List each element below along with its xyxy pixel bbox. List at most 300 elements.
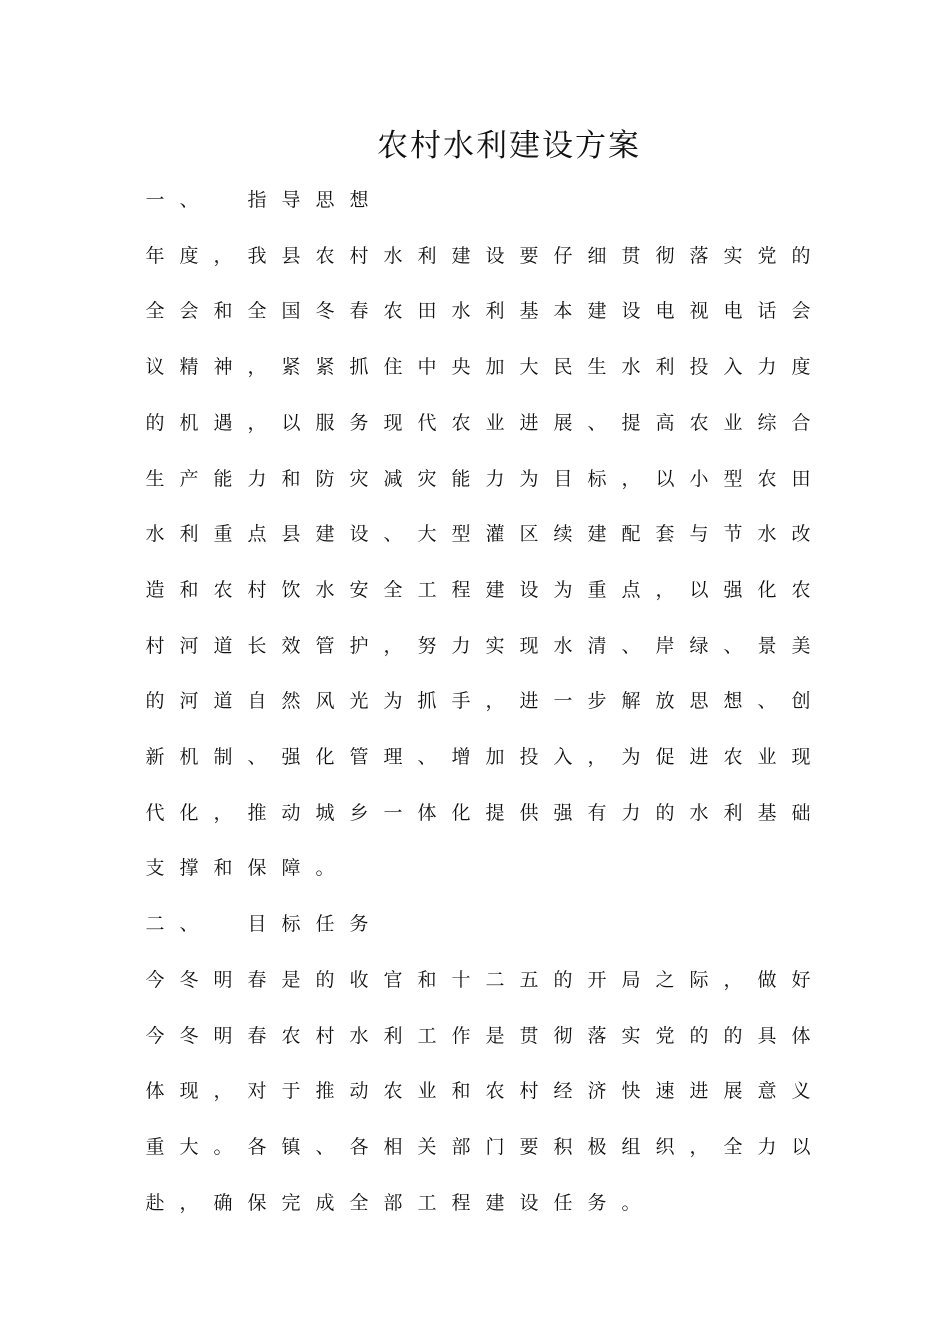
- glyph: 推: [315, 1080, 335, 1102]
- glyph: 完: [281, 1192, 301, 1214]
- section-heading: [144, 185, 382, 215]
- glyph: 的: [723, 1025, 743, 1047]
- glyph: 管: [315, 635, 335, 657]
- body-line: [144, 575, 824, 605]
- glyph: 为: [621, 746, 641, 768]
- glyph: 利: [383, 1025, 403, 1047]
- glyph: 、: [723, 635, 743, 657]
- glyph: 为: [553, 579, 573, 601]
- glyph: 乡: [349, 802, 369, 824]
- glyph: 道: [213, 690, 233, 712]
- glyph: 动: [349, 1080, 369, 1102]
- glyph: 重: [213, 523, 233, 545]
- glyph: 一: [553, 690, 573, 712]
- glyph: 展: [553, 412, 573, 434]
- glyph: 支: [145, 857, 165, 879]
- glyph: 、: [247, 746, 267, 768]
- glyph: 县: [281, 245, 301, 267]
- glyph: 遇: [213, 412, 233, 434]
- glyph: 设: [349, 523, 369, 545]
- glyph: 春: [247, 1025, 267, 1047]
- glyph: 、: [383, 523, 403, 545]
- glyph: 。: [213, 1136, 233, 1158]
- glyph: 减: [383, 468, 403, 490]
- glyph: 点: [621, 579, 641, 601]
- glyph: 贯: [519, 1025, 539, 1047]
- glyph: 冬: [315, 300, 335, 322]
- glyph: 农: [383, 1080, 403, 1102]
- glyph: 力: [451, 635, 471, 657]
- glyph: 然: [281, 690, 301, 712]
- glyph: 全: [349, 1192, 369, 1214]
- body-line: [144, 853, 348, 883]
- glyph: 工: [417, 1025, 437, 1047]
- glyph: 电: [655, 300, 675, 322]
- glyph: 的: [791, 245, 811, 267]
- glyph: 织: [655, 1136, 675, 1158]
- body-line: [144, 631, 824, 661]
- glyph: 重: [587, 579, 607, 601]
- glyph: 度: [179, 245, 199, 267]
- glyph: 冬: [179, 1025, 199, 1047]
- glyph: 美: [791, 635, 811, 657]
- glyph: 和: [281, 468, 301, 490]
- glyph: 指: [247, 189, 267, 211]
- body-line: [144, 464, 824, 494]
- glyph: 济: [587, 1080, 607, 1102]
- glyph: 综: [757, 412, 777, 434]
- glyph: 化: [179, 802, 199, 824]
- glyph: 加: [485, 746, 505, 768]
- glyph: 现: [791, 746, 811, 768]
- section-heading: [144, 909, 382, 939]
- glyph: 务: [349, 412, 369, 434]
- glyph: 的: [315, 969, 335, 991]
- glyph: 自: [247, 690, 267, 712]
- glyph: 努: [417, 635, 437, 657]
- glyph: 的: [145, 690, 165, 712]
- glyph: 任: [315, 913, 335, 935]
- glyph: 业: [485, 412, 505, 434]
- glyph: 水: [553, 635, 573, 657]
- glyph: 抓: [417, 690, 437, 712]
- glyph: 利: [655, 356, 675, 378]
- glyph: 安: [349, 579, 369, 601]
- body-line: [144, 1188, 654, 1218]
- glyph: 神: [213, 356, 233, 378]
- glyph: 二: [145, 913, 165, 935]
- glyph: 建: [451, 245, 471, 267]
- glyph: 村: [349, 245, 369, 267]
- glyph: 仔: [553, 245, 573, 267]
- body-line: [144, 1132, 824, 1162]
- glyph: 。: [315, 857, 335, 879]
- glyph: 会: [179, 300, 199, 322]
- glyph: 新: [145, 746, 165, 768]
- glyph: 业: [757, 746, 777, 768]
- glyph: 年: [145, 245, 165, 267]
- glyph: 紧: [315, 356, 335, 378]
- glyph: 各: [247, 1136, 267, 1158]
- glyph: ，: [247, 412, 267, 434]
- glyph: 的: [655, 802, 675, 824]
- glyph: 进: [689, 746, 709, 768]
- glyph: 相: [383, 1136, 403, 1158]
- glyph: 工: [417, 1192, 437, 1214]
- glyph: 部: [383, 1192, 403, 1214]
- glyph: 灾: [417, 468, 437, 490]
- glyph: 步: [587, 690, 607, 712]
- glyph: 业: [417, 1080, 437, 1102]
- body-line: [144, 408, 824, 438]
- glyph: 型: [723, 468, 743, 490]
- glyph: 节: [723, 523, 743, 545]
- glyph: 代: [417, 412, 437, 434]
- glyph: 的: [689, 1025, 709, 1047]
- glyph: 化: [315, 746, 335, 768]
- glyph: 党: [757, 245, 777, 267]
- glyph: 抓: [349, 356, 369, 378]
- glyph: 农: [281, 1025, 301, 1047]
- glyph: 河: [179, 635, 199, 657]
- glyph: 利: [485, 300, 505, 322]
- glyph: 护: [349, 635, 369, 657]
- glyph: 一: [383, 802, 403, 824]
- glyph: 进: [519, 412, 539, 434]
- glyph: 推: [247, 802, 267, 824]
- glyph: 提: [485, 802, 505, 824]
- glyph: 利: [417, 245, 437, 267]
- glyph: 型: [451, 523, 471, 545]
- glyph: 套: [655, 523, 675, 545]
- glyph: ，: [689, 1136, 709, 1158]
- glyph: 基: [757, 802, 777, 824]
- glyph: 与: [689, 523, 709, 545]
- glyph: 重: [145, 1136, 165, 1158]
- body-line: [144, 296, 824, 326]
- glyph: 议: [145, 356, 165, 378]
- body-line: [144, 241, 824, 271]
- glyph: 为: [383, 690, 403, 712]
- glyph: 紧: [281, 356, 301, 378]
- glyph: 设: [519, 579, 539, 601]
- glyph: 际: [689, 969, 709, 991]
- glyph: 做: [757, 969, 777, 991]
- glyph: 水: [145, 523, 165, 545]
- glyph: ，: [485, 690, 505, 712]
- glyph: 水: [315, 579, 335, 601]
- glyph: 强: [281, 746, 301, 768]
- glyph: 之: [655, 969, 675, 991]
- glyph: 农: [213, 579, 233, 601]
- glyph: 会: [791, 300, 811, 322]
- glyph: 生: [587, 356, 607, 378]
- glyph: 设: [621, 300, 641, 322]
- glyph: 灾: [349, 468, 369, 490]
- glyph: 标: [587, 468, 607, 490]
- glyph: 入: [553, 746, 573, 768]
- glyph: 建: [485, 1192, 505, 1214]
- glyph: 区: [519, 523, 539, 545]
- glyph: 设: [485, 245, 505, 267]
- glyph: ，: [621, 468, 641, 490]
- body-line: [144, 965, 824, 995]
- glyph: 村: [519, 1080, 539, 1102]
- body-line: [144, 352, 824, 382]
- glyph: 村: [145, 635, 165, 657]
- glyph: 彻: [655, 245, 675, 267]
- document-title: 农村水利建设方案: [377, 128, 641, 164]
- glyph: 组: [621, 1136, 641, 1158]
- glyph: 、: [417, 746, 437, 768]
- glyph: ，: [213, 802, 233, 824]
- glyph: 村: [315, 1025, 335, 1047]
- glyph: 精: [179, 356, 199, 378]
- glyph: 农: [485, 1080, 505, 1102]
- glyph: 利: [179, 523, 199, 545]
- glyph: 以: [791, 1136, 811, 1158]
- glyph: 明: [213, 969, 233, 991]
- glyph: 农: [689, 412, 709, 434]
- glyph: 赴: [145, 1192, 165, 1214]
- glyph: 生: [145, 468, 165, 490]
- glyph: 全: [247, 300, 267, 322]
- glyph: 今: [145, 969, 165, 991]
- glyph: 全: [723, 1136, 743, 1158]
- glyph: 彻: [553, 1025, 573, 1047]
- glyph: 水: [451, 300, 471, 322]
- glyph: 改: [791, 523, 811, 545]
- glyph: 以: [281, 412, 301, 434]
- glyph: 的: [553, 969, 573, 991]
- glyph: 展: [723, 1080, 743, 1102]
- glyph: 落: [587, 1025, 607, 1047]
- glyph: 程: [451, 579, 471, 601]
- glyph: 收: [349, 969, 369, 991]
- glyph: 意: [757, 1080, 777, 1102]
- body-line: [144, 1021, 824, 1051]
- glyph: 二: [485, 969, 505, 991]
- glyph: 力: [757, 1136, 777, 1158]
- glyph: 话: [757, 300, 777, 322]
- glyph: 饮: [281, 579, 301, 601]
- glyph: 和: [417, 969, 437, 991]
- glyph: 保: [247, 1192, 267, 1214]
- glyph: 思: [689, 690, 709, 712]
- glyph: 贯: [621, 245, 641, 267]
- glyph: 全: [145, 300, 165, 322]
- glyph: 供: [519, 802, 539, 824]
- glyph: 投: [689, 356, 709, 378]
- body-line: [144, 1076, 824, 1106]
- glyph: 建: [587, 300, 607, 322]
- glyph: 具: [757, 1025, 777, 1047]
- glyph: 局: [621, 969, 641, 991]
- glyph: 业: [723, 412, 743, 434]
- body-line: [144, 798, 824, 828]
- glyph: 和: [213, 300, 233, 322]
- glyph: 水: [689, 802, 709, 824]
- glyph: 制: [213, 746, 233, 768]
- glyph: 力: [485, 468, 505, 490]
- glyph: 清: [587, 635, 607, 657]
- glyph: 速: [655, 1080, 675, 1102]
- glyph: 小: [689, 468, 709, 490]
- glyph: 代: [145, 802, 165, 824]
- glyph: 镇: [281, 1136, 301, 1158]
- glyph: 、: [621, 635, 641, 657]
- glyph: 利: [723, 802, 743, 824]
- glyph: 农: [383, 300, 403, 322]
- glyph: 标: [281, 913, 301, 935]
- glyph: 机: [179, 746, 199, 768]
- glyph: 景: [757, 635, 777, 657]
- glyph: ，: [179, 1192, 199, 1214]
- glyph: ，: [213, 1080, 233, 1102]
- glyph: 度: [791, 356, 811, 378]
- glyph: 、: [315, 1136, 335, 1158]
- glyph: 动: [281, 802, 301, 824]
- glyph: 化: [451, 802, 471, 824]
- glyph: 进: [519, 690, 539, 712]
- glyph: 视: [689, 300, 709, 322]
- glyph: 一: [145, 189, 165, 211]
- glyph: 大: [417, 523, 437, 545]
- glyph: 手: [451, 690, 471, 712]
- glyph: ，: [213, 245, 233, 267]
- glyph: 春: [247, 969, 267, 991]
- glyph: 创: [791, 690, 811, 712]
- glyph: 。: [621, 1192, 641, 1214]
- glyph: 进: [689, 1080, 709, 1102]
- glyph: 能: [451, 468, 471, 490]
- glyph: 门: [485, 1136, 505, 1158]
- glyph: 管: [349, 746, 369, 768]
- glyph: 我: [247, 245, 267, 267]
- glyph: 建: [485, 579, 505, 601]
- glyph: 效: [281, 635, 301, 657]
- glyph: 务: [587, 1192, 607, 1214]
- glyph: 农: [757, 468, 777, 490]
- glyph: 好: [791, 969, 811, 991]
- glyph: 高: [655, 412, 675, 434]
- glyph: 促: [655, 746, 675, 768]
- glyph: 础: [791, 802, 811, 824]
- glyph: 现: [179, 1080, 199, 1102]
- glyph: 的: [145, 412, 165, 434]
- glyph: 要: [519, 245, 539, 267]
- glyph: 工: [417, 579, 437, 601]
- glyph: ，: [383, 635, 403, 657]
- glyph: 程: [451, 1192, 471, 1214]
- glyph: 导: [281, 189, 301, 211]
- glyph: 绿: [689, 635, 709, 657]
- glyph: 建: [587, 523, 607, 545]
- glyph: 化: [757, 579, 777, 601]
- glyph: 和: [213, 857, 233, 879]
- glyph: ，: [247, 356, 267, 378]
- glyph: ，: [655, 579, 675, 601]
- glyph: 国: [281, 300, 301, 322]
- glyph: 今: [145, 1025, 165, 1047]
- glyph: 强: [553, 802, 573, 824]
- glyph: 长: [247, 635, 267, 657]
- glyph: 想: [723, 690, 743, 712]
- glyph: 、: [179, 189, 199, 211]
- glyph: 快: [621, 1080, 641, 1102]
- glyph: ，: [723, 969, 743, 991]
- glyph: 投: [519, 746, 539, 768]
- glyph: 合: [791, 412, 811, 434]
- glyph: 、: [757, 690, 777, 712]
- glyph: 是: [485, 1025, 505, 1047]
- glyph: 央: [451, 356, 471, 378]
- glyph: 放: [655, 690, 675, 712]
- glyph: 中: [417, 356, 437, 378]
- glyph: 设: [519, 1192, 539, 1214]
- glyph: 于: [281, 1080, 301, 1102]
- glyph: 河: [179, 690, 199, 712]
- glyph: 作: [451, 1025, 471, 1047]
- glyph: 部: [451, 1136, 471, 1158]
- glyph: 产: [179, 468, 199, 490]
- glyph: 造: [145, 579, 165, 601]
- glyph: 关: [417, 1136, 437, 1158]
- glyph: 实: [621, 1025, 641, 1047]
- glyph: 确: [213, 1192, 233, 1214]
- glyph: 本: [553, 300, 573, 322]
- glyph: 民: [553, 356, 573, 378]
- glyph: 田: [417, 300, 437, 322]
- glyph: 强: [723, 579, 743, 601]
- glyph: 经: [553, 1080, 573, 1102]
- glyph: 配: [621, 523, 641, 545]
- glyph: 明: [213, 1025, 233, 1047]
- glyph: 思: [315, 189, 335, 211]
- body-line: [144, 519, 824, 549]
- glyph: 和: [179, 579, 199, 601]
- glyph: 力: [757, 356, 777, 378]
- glyph: 机: [179, 412, 199, 434]
- glyph: 成: [315, 1192, 335, 1214]
- glyph: 水: [757, 523, 777, 545]
- glyph: 积: [553, 1136, 573, 1158]
- glyph: 务: [349, 913, 369, 935]
- glyph: 目: [247, 913, 267, 935]
- glyph: 落: [689, 245, 709, 267]
- glyph: 党: [655, 1025, 675, 1047]
- body-line: [144, 742, 824, 772]
- glyph: 电: [723, 300, 743, 322]
- glyph: 提: [621, 412, 641, 434]
- glyph: 五: [519, 969, 539, 991]
- glyph: 有: [587, 802, 607, 824]
- glyph: 体: [791, 1025, 811, 1047]
- glyph: 要: [519, 1136, 539, 1158]
- glyph: 风: [315, 690, 335, 712]
- glyph: 基: [519, 300, 539, 322]
- body-line: [144, 686, 824, 716]
- glyph: 加: [485, 356, 505, 378]
- glyph: 农: [315, 245, 335, 267]
- glyph: 住: [383, 356, 403, 378]
- glyph: 解: [621, 690, 641, 712]
- glyph: 体: [145, 1080, 165, 1102]
- glyph: 、: [179, 913, 199, 935]
- glyph: 保: [247, 857, 267, 879]
- glyph: 任: [553, 1192, 573, 1214]
- glyph: 各: [349, 1136, 369, 1158]
